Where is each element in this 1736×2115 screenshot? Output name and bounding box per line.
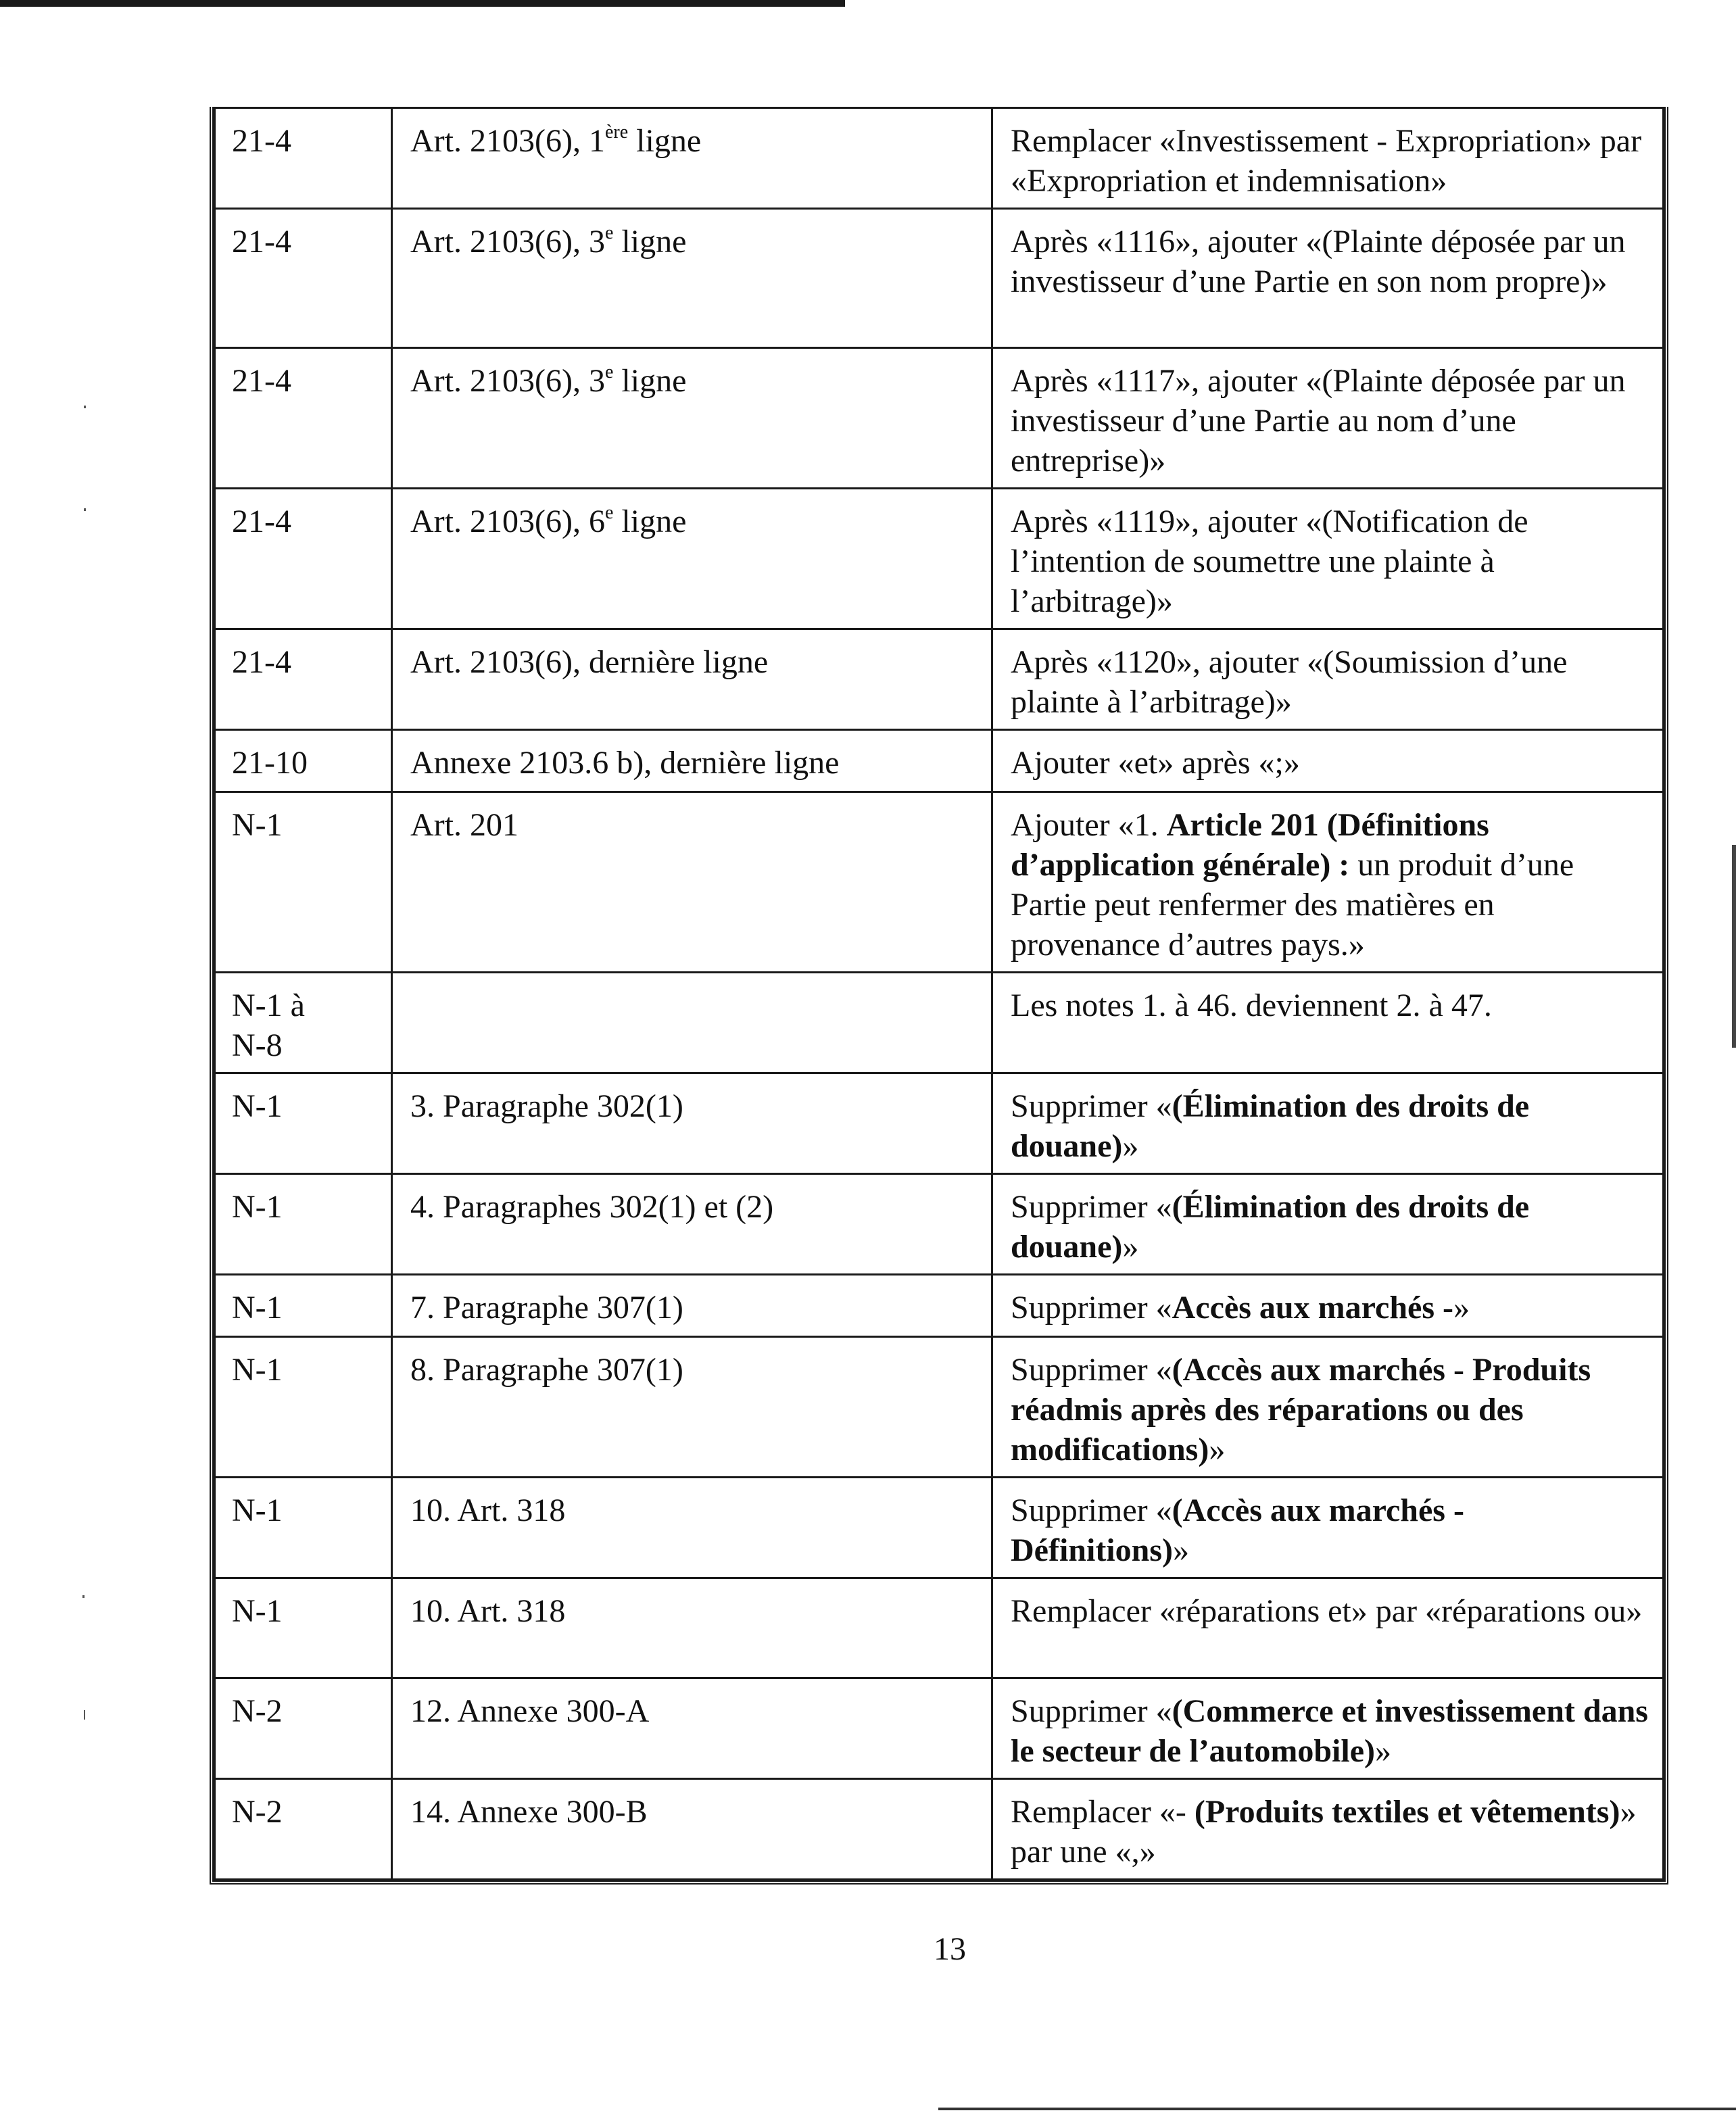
cell-text: Art. 2103(6), 3 (410, 224, 605, 260)
correction-cell (992, 489, 1664, 629)
cell-text: ligne (628, 123, 702, 159)
page-reference-text: 21-4 (232, 504, 291, 539)
page-reference-text: 21-10 (232, 745, 308, 781)
cell-text: Supprimer « (1011, 1492, 1172, 1528)
location-cell (392, 489, 992, 629)
scan-speck (84, 508, 86, 511)
correction-cell (992, 1275, 1664, 1337)
location-cell (392, 792, 992, 973)
bold-text: (Élimination des droits de douane) (1011, 1088, 1530, 1164)
cell-text: 4. Paragraphes 302(1) et (2) (410, 1189, 774, 1225)
location-cell (392, 973, 992, 1073)
errata-table (214, 107, 1664, 1880)
scan-border-right (1732, 845, 1736, 1048)
location-cell (392, 348, 992, 489)
correction-cell (992, 1073, 1664, 1174)
table-row (215, 629, 1664, 730)
scan-speck (84, 1710, 85, 1720)
page-reference-text: N-1 à N-8 (232, 988, 305, 1063)
page-reference-cell (215, 1779, 392, 1880)
cell-text: » (1122, 1128, 1139, 1164)
correction-cell (992, 108, 1664, 209)
page-reference-text: 21-4 (232, 224, 291, 260)
page-reference-text: N-1 (232, 1290, 283, 1326)
scan-border-bottom (938, 2108, 1736, 2110)
page-reference-cell (215, 348, 392, 489)
page-reference-text: 21-4 (232, 123, 291, 159)
cell-text: Après «1116», ajouter «(Plainte déposée par un investisseur d’une Partie en son nom propre)» (1011, 224, 1626, 299)
cell-text: ligne (613, 363, 687, 399)
cell-text: 8. Paragraphe 307(1) (410, 1352, 683, 1388)
location-cell (392, 1073, 992, 1174)
correction-cell (992, 629, 1664, 730)
cell-text: Art. 2103(6), 1 (410, 123, 605, 159)
correction-cell (992, 973, 1664, 1073)
errata-table-frame (210, 107, 1668, 1885)
bold-text: Accès aux marchés - (1172, 1290, 1453, 1326)
bold-text: (Commerce et investissement dans le secteur de l’automobile) (1011, 1693, 1648, 1769)
cell-text: » (1209, 1432, 1226, 1467)
page-reference-cell (215, 629, 392, 730)
page-reference-cell (215, 792, 392, 973)
page-reference-text: N-2 (232, 1693, 283, 1729)
page-reference-cell (215, 489, 392, 629)
table-row (215, 1779, 1664, 1880)
page-reference-cell (215, 730, 392, 792)
cell-text: » (1453, 1290, 1470, 1326)
bold-text: (Accès aux marchés - Définitions) (1011, 1492, 1464, 1568)
page-reference-cell (215, 973, 392, 1073)
page-reference-cell (215, 1478, 392, 1578)
cell-text: Après «1120», ajouter «(Soumission d’une plainte à l’arbitrage)» (1011, 644, 1568, 720)
cell-text: Art. 2103(6), 6 (410, 504, 605, 539)
cell-text: 3. Paragraphe 302(1) (410, 1088, 683, 1124)
cell-text: Supprimer « (1011, 1189, 1172, 1225)
scan-speck (84, 406, 86, 408)
cell-text: 10. Art. 318 (410, 1492, 566, 1528)
location-cell (392, 1174, 992, 1275)
page-reference-text: N-1 (232, 1593, 283, 1629)
cell-text: » (1122, 1229, 1139, 1265)
table-row (215, 973, 1664, 1073)
correction-cell (992, 1478, 1664, 1578)
table-row (215, 1275, 1664, 1337)
cell-text: Supprimer « (1011, 1290, 1172, 1326)
page-reference-cell (215, 209, 392, 348)
correction-cell (992, 792, 1664, 973)
cell-text: Supprimer « (1011, 1352, 1172, 1388)
cell-text: Remplacer «réparations et» par «réparations ou» (1011, 1593, 1643, 1629)
correction-cell (992, 1174, 1664, 1275)
correction-cell (992, 1578, 1664, 1678)
bold-text: (Élimination des droits de douane) (1011, 1189, 1530, 1265)
location-cell (392, 1478, 992, 1578)
cell-text: Art. 2103(6), 3 (410, 363, 605, 399)
table-row (215, 792, 1664, 973)
page-reference-cell (215, 1073, 392, 1174)
page-reference-cell (215, 1275, 392, 1337)
table-row (215, 1174, 1664, 1275)
page-reference-text: N-1 (232, 1189, 283, 1225)
bold-text: Article 201 (Définitions d’application générale) : (1011, 807, 1489, 883)
page-reference-cell (215, 1678, 392, 1779)
superscript-text: e (604, 362, 614, 383)
location-cell (392, 108, 992, 209)
table-row (215, 730, 1664, 792)
cell-text: ligne (613, 504, 687, 539)
cell-text: Remplacer «- (1011, 1794, 1195, 1830)
location-cell (392, 1578, 992, 1678)
cell-text: 14. Annexe 300-B (410, 1794, 648, 1830)
cell-text: » (1375, 1733, 1391, 1769)
scan-speck (82, 1595, 85, 1598)
correction-cell (992, 1337, 1664, 1478)
cell-text: » par une «,» (1011, 1794, 1637, 1870)
cell-text: Art. 201 (410, 807, 519, 843)
location-cell (392, 1275, 992, 1337)
cell-text: Après «1117», ajouter «(Plainte déposée par un investisseur d’une Partie au nom d’une entreprise)» (1011, 363, 1626, 479)
location-cell (392, 629, 992, 730)
superscript-text: ère (604, 122, 629, 143)
cell-text: Supprimer « (1011, 1088, 1172, 1124)
cell-text: ligne (613, 224, 687, 260)
superscript-text: e (604, 502, 614, 523)
table-row (215, 209, 1664, 348)
cell-text: Remplacer «Investissement - Expropriation» par «Expropriation et indemnisation» (1011, 123, 1642, 199)
cell-text: » (1173, 1532, 1189, 1568)
page-reference-text: N-1 (232, 1492, 283, 1528)
table-row (215, 489, 1664, 629)
table-row (215, 1578, 1664, 1678)
location-cell (392, 1337, 992, 1478)
table-row (215, 1678, 1664, 1779)
table-row (215, 1073, 1664, 1174)
scan-border-top (0, 0, 845, 7)
table-row (215, 1337, 1664, 1478)
correction-cell (992, 1678, 1664, 1779)
page-reference-cell (215, 1578, 392, 1678)
page-number: 13 (934, 1931, 966, 1967)
location-cell (392, 1678, 992, 1779)
location-cell (392, 209, 992, 348)
table-row (215, 1478, 1664, 1578)
correction-cell (992, 209, 1664, 348)
correction-cell (992, 348, 1664, 489)
cell-text: Art. 2103(6), dernière ligne (410, 644, 769, 680)
page-reference-text: N-1 (232, 1088, 283, 1124)
page-reference-cell (215, 108, 392, 209)
page-reference-cell (215, 1337, 392, 1478)
page-reference-cell (215, 1174, 392, 1275)
location-cell (392, 730, 992, 792)
page-reference-text: N-1 (232, 807, 283, 843)
location-cell (392, 1779, 992, 1880)
bold-text: (Accès aux marchés - Produits réadmis après des réparations ou des modifications) (1011, 1352, 1591, 1467)
page-reference-text: 21-4 (232, 644, 291, 680)
cell-text: 12. Annexe 300-A (410, 1693, 650, 1729)
cell-text: Ajouter «1. (1011, 807, 1167, 843)
superscript-text: e (604, 222, 614, 243)
page-reference-text: 21-4 (232, 363, 291, 399)
cell-text: 7. Paragraphe 307(1) (410, 1290, 683, 1326)
cell-text: Les notes 1. à 46. deviennent 2. à 47. (1011, 988, 1492, 1023)
correction-cell (992, 730, 1664, 792)
cell-text: Supprimer « (1011, 1693, 1172, 1729)
table-row (215, 108, 1664, 209)
cell-text: un produit d’une Partie peut renfermer des matières en provenance d’autres pays.» (1011, 847, 1574, 963)
correction-cell (992, 1779, 1664, 1880)
cell-text: 10. Art. 318 (410, 1593, 566, 1629)
page-reference-text: N-1 (232, 1352, 283, 1388)
cell-text: Ajouter «et» après «;» (1011, 745, 1300, 781)
cell-text: Après «1119», ajouter «(Notification de l’intention de soumettre une plainte à l’arbitrage)» (1011, 504, 1528, 619)
table-row (215, 348, 1664, 489)
page-reference-text: N-2 (232, 1794, 283, 1830)
errata-table-body (215, 108, 1664, 1880)
bold-text: (Produits textiles et vêtements) (1194, 1794, 1620, 1830)
cell-text: Annexe 2103.6 b), dernière ligne (410, 745, 840, 781)
